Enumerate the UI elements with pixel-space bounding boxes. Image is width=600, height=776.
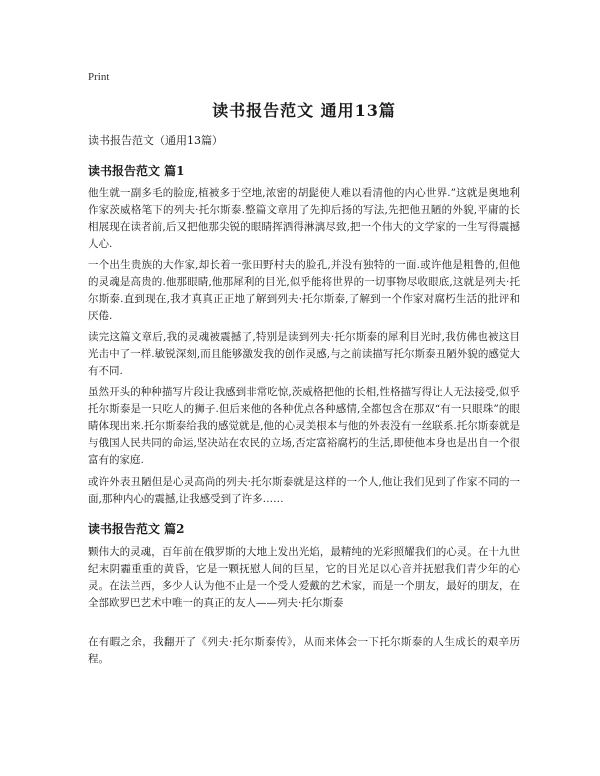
document-subtitle: 读书报告范文（通用13篇） (88, 134, 223, 147)
section-heading-1: 读书报告范文 篇1 (88, 164, 185, 178)
print-link[interactable]: Print (88, 71, 110, 83)
page-title: 读书报告范文 通用13篇 (212, 101, 396, 120)
paragraph: 他生就一副多毛的脸庞,植被多于空地,浓密的胡髭使人难以看清他的内心世界.”这就是奥地利作家茨威格笔下的列夫·托尔斯泰.整篇文章用了先抑后扬的写法,先把他丑陋的外貌,平庸的长相展现在读者前,后又把他那尖锐的眼睛挥洒得淋漓尽致,把一个伟大的文学家的一生写得震撼人心. (88, 187, 520, 250)
paragraph: 或许外表丑陋但是心灵高尚的列夫·托尔斯泰就是这样的一个人,他让我们见到了作家不同的一面,那种内心的震撼,让我感受到了许多…… (88, 476, 520, 505)
paragraph: 一个出生贵族的大作家,却长着一张田野村夫的脸孔,并没有独特的一面.或许他是粗鲁的,但他的灵魂是高贵的.他那眼睛,他那犀利的目光,似乎能将世界的一切事物尽收眼底,这就是列夫·托尔斯泰.直到现在,我才真真正正地了解到列夫·托尔斯泰,了解到一个作家对腐朽生活的批评和厌倦. (88, 259, 520, 322)
paragraph: 读完这篇文章后,我的灵魂被震撼了,特别是读到列夫·托尔斯泰的犀利目光时,我仿佛也被这目光击中了一样.敏锐深刻,而且能够激发我的创作灵感,与之前读描写托尔斯泰丑陋外貌的感觉大有不同. (88, 331, 520, 377)
paragraph: 颗伟大的灵魂，百年前在俄罗斯的大地上发出光焰，最精纯的光彩照耀我们的心灵。在十九世纪末阴霾重重的黄昏，它是一颗抚慰人间的巨星，它的目光足以心音并抚慰我们青少年的心灵。在法兰西，多少人认为他不止是一个受人爱戴的艺术家，而是一个朋友，最好的朋友，在全部欧罗巴艺术中唯一的真正的友人——列夫·托尔斯泰 (88, 546, 520, 609)
paragraph: 虽然开头的种种描写片段让我感到非常吃惊,茨威格把他的长相,性格描写得让人无法接受,似乎托尔斯泰是一只吃人的狮子.但后来他的各种优点各种感情,全都包含在那双“有一只眼珠”的眼睛体现出来.托尔斯泰给我的感觉就是,他的心灵美根本与他的外表没有一丝联系.托尔斯泰就是与俄国人民共同的命运,坚决站在农民的立场,否定富裕腐朽的生活,即使他本身也是出自一个很富有的家庭. (88, 386, 520, 466)
paragraph: 在有暇之余，我翻开了《列夫·托尔斯泰传》，从而来体会一下托尔斯泰的人生成长的艰辛历程。 (88, 636, 520, 665)
section-heading-2: 读书报告范文 篇2 (88, 522, 185, 536)
